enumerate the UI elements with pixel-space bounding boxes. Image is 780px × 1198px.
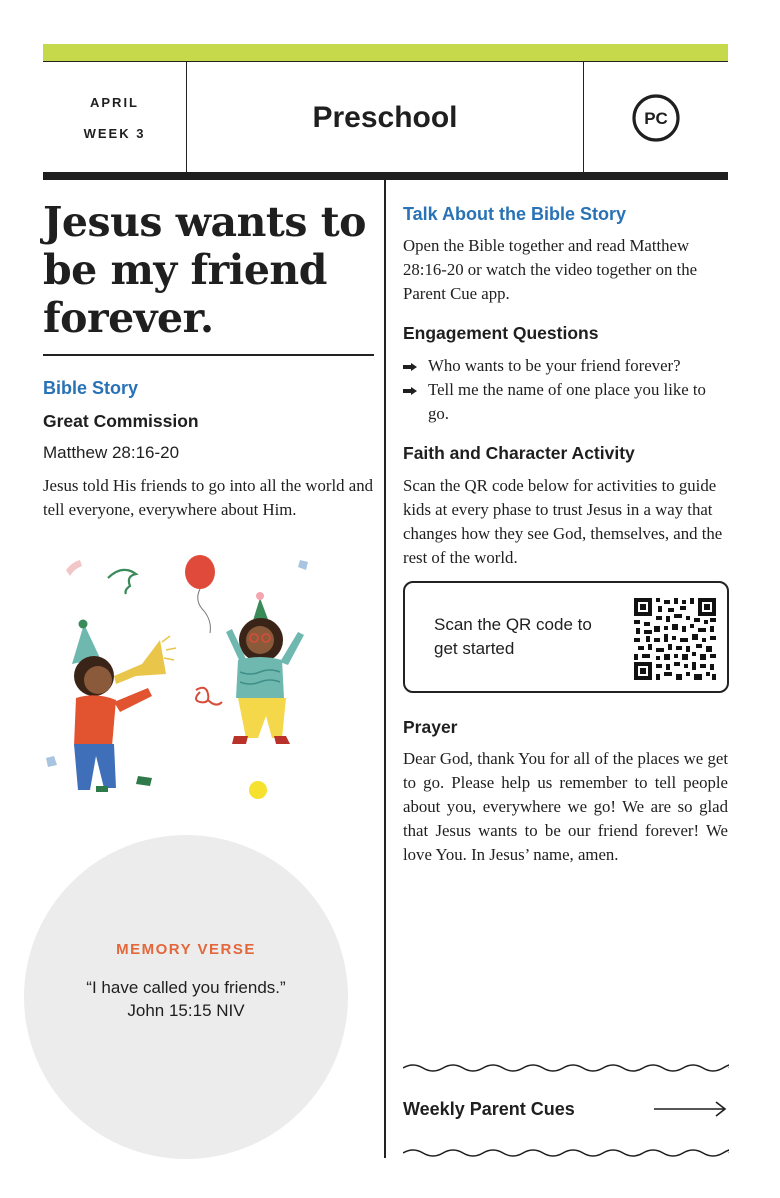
heading-line-2: be my friend bbox=[43, 246, 327, 294]
activity-title: Faith and Character Activity bbox=[403, 443, 635, 463]
qr-code-icon[interactable] bbox=[634, 598, 716, 680]
heading-line-3: forever. bbox=[43, 294, 214, 342]
header-bottom-rule bbox=[43, 172, 728, 180]
page-title: Preschool bbox=[187, 62, 584, 173]
weekly-parent-cues-link[interactable]: Weekly Parent Cues bbox=[403, 1099, 575, 1119]
parent-cue-logo-icon bbox=[631, 93, 681, 143]
logo-block bbox=[584, 62, 728, 173]
questions-list bbox=[403, 354, 728, 426]
memory-verse-label: MEMORY VERSE bbox=[116, 940, 256, 958]
question-1: Who wants to be your friend forever? bbox=[428, 356, 681, 375]
arrow-bullet-icon bbox=[403, 363, 417, 371]
arrow-right-icon[interactable] bbox=[654, 1100, 728, 1118]
memory-verse-circle bbox=[24, 835, 348, 1159]
arrow-bullet-icon bbox=[403, 387, 417, 395]
bible-story-label: Bible Story bbox=[43, 378, 139, 398]
heading-line-1: Jesus wants to bbox=[43, 198, 366, 246]
accent-bar bbox=[43, 44, 728, 61]
memory-verse-quote: “I have called you friends.” bbox=[86, 977, 286, 997]
column-divider bbox=[384, 180, 386, 1158]
list-item bbox=[403, 354, 728, 378]
prayer-text: Dear God, thank You for all of the places we get to go. Please help us remember to tell people about you, everywhere we go! We are so glad that Jesus wants to be our friend forever! We love You. In Jesus’ name, amen. bbox=[403, 749, 728, 864]
questions-title: Engagement Questions bbox=[403, 323, 599, 343]
header bbox=[43, 61, 728, 173]
activity-text: Scan the QR code below for activities to guide kids at every phase to trust Jesus in a way that changes how they see God, themselves, and the rest of the world. bbox=[403, 476, 723, 567]
wave-divider bbox=[403, 1062, 729, 1074]
month-label: APRIL bbox=[90, 94, 139, 110]
logo-text: PC bbox=[644, 108, 668, 128]
talk-text: Open the Bible together and read Matthew 28:16-20 or watch the video together on the Parent Cue app. bbox=[403, 236, 698, 303]
week-label: WEEK 3 bbox=[83, 125, 146, 141]
qr-box bbox=[403, 581, 729, 693]
list-item bbox=[403, 378, 728, 426]
date-block bbox=[43, 62, 187, 173]
story-reference: Matthew 28:16-20 bbox=[43, 443, 180, 462]
qr-text: Scan the QR code to get started bbox=[434, 615, 592, 658]
memory-verse-reference: John 15:15 NIV bbox=[127, 1000, 245, 1020]
main-heading bbox=[43, 198, 373, 342]
question-2: Tell me the name of one place you like to go. bbox=[428, 380, 706, 423]
party-kids-illustration bbox=[38, 540, 338, 810]
story-text: Jesus told His friends to go into all the world and tell everyone, everywhere about Him. bbox=[43, 476, 373, 519]
wave-divider bbox=[403, 1147, 729, 1159]
story-title: Great Commission bbox=[43, 411, 199, 431]
memory-verse-text bbox=[86, 976, 285, 1022]
prayer-title: Prayer bbox=[403, 717, 458, 737]
talk-title: Talk About the Bible Story bbox=[403, 204, 627, 224]
heading-rule bbox=[43, 354, 374, 356]
